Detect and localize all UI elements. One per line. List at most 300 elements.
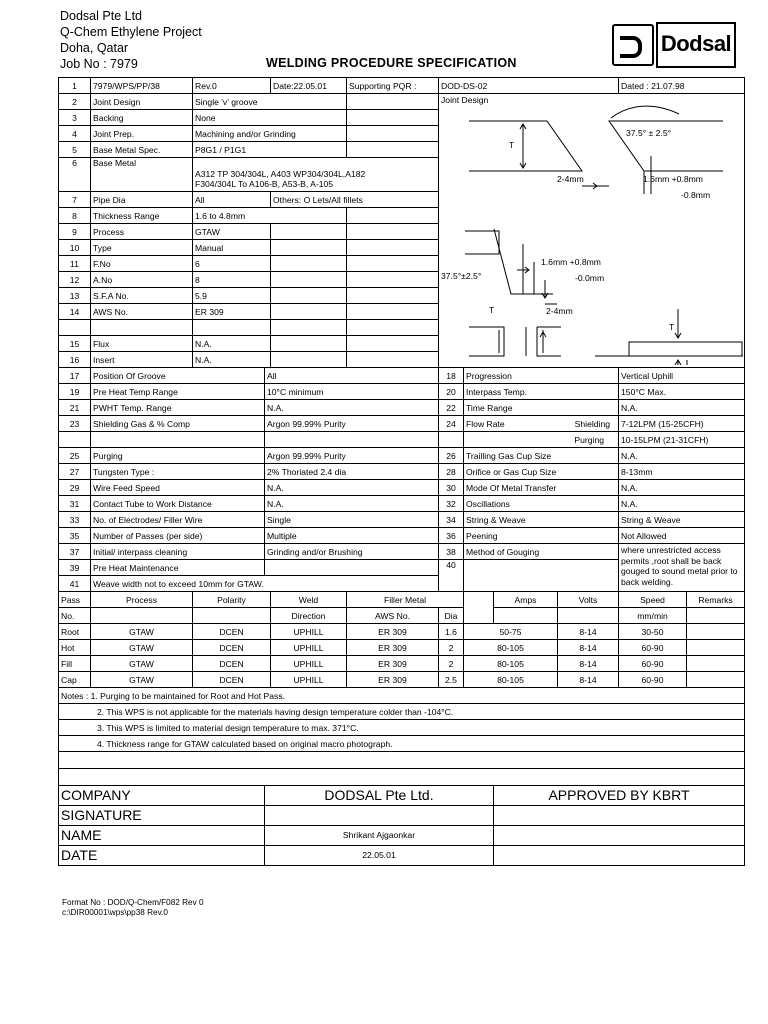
- item-value: [193, 158, 439, 192]
- param-label: Interpass Temp.: [464, 384, 619, 400]
- pqr-number: DOD-DS-02: [439, 78, 619, 94]
- param-value: [265, 560, 439, 576]
- joint-design-diagram: [439, 94, 745, 365]
- row-number: 3: [59, 110, 91, 126]
- row-number: 1: [59, 78, 91, 94]
- pass-name: Hot: [59, 640, 91, 656]
- pass-volts: 8-14: [558, 640, 619, 656]
- row-number: 19: [59, 384, 91, 400]
- pass-speed: 60-90: [619, 656, 687, 672]
- note-row: [59, 769, 745, 786]
- blank-row: [59, 769, 745, 786]
- item-extra: [271, 304, 347, 320]
- note-2: 2. This WPS is not applicable for the materials having design temperature colder than -104°C.: [59, 704, 745, 720]
- pass-process: GTAW: [91, 672, 193, 688]
- item-extra: [271, 288, 347, 304]
- angle-arc: [611, 106, 679, 118]
- item-label: Type: [91, 240, 193, 256]
- table-row: [59, 528, 745, 544]
- row-number: 30: [439, 480, 464, 496]
- gouging-line: gouged to sound metal prior to: [621, 566, 738, 576]
- note-4: 4. Thickness range for GTAW calculated based on original macro photograph.: [59, 736, 745, 752]
- param-value: Single: [265, 512, 439, 528]
- shielding-label: Shielding: [574, 418, 611, 429]
- header-weld: Weld: [271, 592, 347, 608]
- note-row: [59, 736, 745, 752]
- signoff-row: [59, 846, 745, 866]
- param-value: 7-12LPM (15-25CFH): [619, 416, 745, 432]
- row-number: 16: [59, 352, 91, 368]
- param-value: All: [265, 368, 439, 384]
- row-number: 4: [59, 126, 91, 142]
- angle-label-left: 37.5°±2.5°: [441, 271, 482, 281]
- param-label: Peening: [464, 528, 619, 544]
- item-value: N.A.: [193, 336, 271, 352]
- pass-polarity: DCEN: [193, 656, 271, 672]
- pass-dia: 1.6: [439, 624, 464, 640]
- company-name: Dodsal Pte Ltd: [60, 9, 142, 23]
- signoff-row: [59, 826, 745, 846]
- name-label: NAME: [59, 826, 265, 846]
- param-value: N.A.: [619, 400, 745, 416]
- item-value: 8: [193, 272, 271, 288]
- param-value: Multiple: [265, 528, 439, 544]
- item-extra: [347, 240, 439, 256]
- header-remarks: Remarks: [687, 592, 745, 608]
- item-label: Base Metal Spec.: [91, 142, 193, 158]
- row-number: 12: [59, 272, 91, 288]
- item-label: Base Metal: [91, 158, 193, 192]
- pass-polarity: DCEN: [193, 624, 271, 640]
- root-gap-label: 2-4mm: [557, 174, 584, 184]
- pass-amps: 50-75: [464, 624, 558, 640]
- row-number: 36: [439, 528, 464, 544]
- date-value: 22.05.01: [265, 846, 494, 866]
- root-gap-label-2: 2-4mm: [546, 306, 573, 316]
- param-value: Grinding and/or Brushing: [265, 544, 439, 560]
- header-filler: Filler Metal: [347, 592, 464, 608]
- item-value: Manual: [193, 240, 271, 256]
- item-extra: Others: O Lets/All fillets: [271, 192, 439, 208]
- param-label: [91, 432, 265, 448]
- item-extra: [347, 142, 439, 158]
- header-no: No.: [59, 608, 91, 624]
- param-label: Mode Of Metal Transfer: [464, 480, 619, 496]
- item-extra: [271, 224, 347, 240]
- weave-note: Weave width not to exceed 10mm for GTAW.: [91, 576, 439, 592]
- table-row: [59, 496, 745, 512]
- header-volts: Volts: [558, 592, 619, 608]
- dodsal-logo: [612, 22, 734, 66]
- item-extra: [347, 110, 439, 126]
- header-pass: Pass: [59, 592, 91, 608]
- pass-polarity: DCEN: [193, 672, 271, 688]
- item-extra: [347, 256, 439, 272]
- table-row: [59, 480, 745, 496]
- pass-process: GTAW: [91, 656, 193, 672]
- param-label: Pre Heat Temp Range: [91, 384, 265, 400]
- root-face-tolerance: -0.8mm: [681, 190, 711, 200]
- note-3: 3. This WPS is limited to material design temperature to max. 371°C.: [59, 720, 745, 736]
- row-number: 20: [439, 384, 464, 400]
- param-label: No. of Electrodes/ Filler Wire: [91, 512, 265, 528]
- item-value: [193, 320, 271, 336]
- item-extra: [271, 240, 347, 256]
- pass-header-row: [59, 608, 745, 624]
- revision: Rev.0: [193, 78, 271, 94]
- pass-direction: UPHILL: [271, 672, 347, 688]
- item-label: A.No: [91, 272, 193, 288]
- param-value: 150°C Max.: [619, 384, 745, 400]
- pass-row: [59, 672, 745, 688]
- pass-direction: UPHILL: [271, 624, 347, 640]
- row-number: 5: [59, 142, 91, 158]
- angle-label-top: 37.5° ± 2.5°: [626, 128, 672, 138]
- param-label: [464, 560, 619, 592]
- item-label: Process: [91, 224, 193, 240]
- header-block: [60, 8, 202, 72]
- pass-row: [59, 656, 745, 672]
- param-value: N.A.: [619, 480, 745, 496]
- row-number: 8: [59, 208, 91, 224]
- header-process: Process: [91, 592, 193, 608]
- item-value: 1.6 to 4.8mm: [193, 208, 347, 224]
- purging-label: Purging: [574, 434, 605, 445]
- row-number: 32: [439, 496, 464, 512]
- param-label: Tungsten Type :: [91, 464, 265, 480]
- job-number: Job No : 7979: [60, 57, 138, 71]
- param-label: Orifice or Gas Cup Size: [464, 464, 619, 480]
- blank-row: [59, 752, 745, 769]
- pass-aws: ER 309: [347, 624, 439, 640]
- row-number: 35: [59, 528, 91, 544]
- item-label: Flux: [91, 336, 193, 352]
- gouging-line: where unrestricted access: [621, 545, 721, 555]
- root-face-label: 1.6mm +0.8mm: [643, 174, 703, 184]
- base-metal-line-1: A312 TP 304/304L, A403 WP304/304L,A182: [195, 169, 366, 179]
- row-number: 22: [439, 400, 464, 416]
- pass-aws: ER 309: [347, 672, 439, 688]
- file-path: c:\DIR00001\wps\pp38 Rev.0: [62, 908, 168, 917]
- table-row: [59, 368, 745, 384]
- item-value: Machining and/or Grinding: [193, 126, 347, 142]
- pass-remarks: [687, 656, 745, 672]
- row-number: 24: [439, 416, 464, 432]
- pass-dia: 2.5: [439, 672, 464, 688]
- table-row: [59, 464, 745, 480]
- item-label: Backing: [91, 110, 193, 126]
- item-value: ER 309: [193, 304, 271, 320]
- pass-volts: 8-14: [558, 656, 619, 672]
- item-extra: [271, 336, 347, 352]
- note-row: [59, 720, 745, 736]
- row-number: 34: [439, 512, 464, 528]
- param-value: String & Weave: [619, 512, 745, 528]
- item-extra: [347, 288, 439, 304]
- item-value: GTAW: [193, 224, 271, 240]
- pass-speed: 60-90: [619, 640, 687, 656]
- pass-direction: UPHILL: [271, 640, 347, 656]
- row-number: 41: [59, 576, 91, 592]
- pass-process: GTAW: [91, 640, 193, 656]
- header-direction: Direction: [271, 608, 347, 624]
- note-row: [59, 704, 745, 720]
- table-row: [59, 400, 745, 416]
- wps-number: 7979/WPS/PP/38: [91, 78, 193, 94]
- pass-speed: 60-90: [619, 672, 687, 688]
- param-value: 2% Thoriated 2.4 dia: [265, 464, 439, 480]
- thickness-label-3: T: [669, 322, 675, 332]
- header-blank: [193, 608, 271, 624]
- param-value: Argon 99.99% Purity: [265, 448, 439, 464]
- base-metal-line-2: F304/304L To A106-B, A53-B, A-105: [195, 179, 334, 189]
- item-label: F.No: [91, 256, 193, 272]
- param-label: Shielding Gas & % Comp: [91, 416, 265, 432]
- param-label: Number of Passes (per side): [91, 528, 265, 544]
- param-label: Time Range: [464, 400, 619, 416]
- param-value: N.A.: [265, 400, 439, 416]
- thickness-label: T: [509, 140, 515, 150]
- param-value: N.A.: [619, 496, 745, 512]
- item-label: S.F.A No.: [91, 288, 193, 304]
- row-number: 21: [59, 400, 91, 416]
- param-value: N.A.: [265, 496, 439, 512]
- row-number: 18: [439, 368, 464, 384]
- item-value: 5.9: [193, 288, 271, 304]
- header-blank: [91, 608, 193, 624]
- item-extra: [271, 272, 347, 288]
- name-value: Shrikant Ajgaonkar: [265, 826, 494, 846]
- root-face-tolerance-2: -0.0mm: [575, 273, 605, 283]
- item-value: All: [193, 192, 271, 208]
- item-label: Pipe Dia: [91, 192, 193, 208]
- row-number: 27: [59, 464, 91, 480]
- param-value: Vertical Uphill: [619, 368, 745, 384]
- logo-mark-icon: [612, 24, 654, 66]
- param-label: Method of Gouging: [464, 544, 619, 560]
- format-number: Format No : DOD/Q-Chem/F082 Rev 0: [62, 898, 204, 907]
- param-label: Position Of Groove: [91, 368, 265, 384]
- gouging-method: [619, 544, 745, 592]
- pass-row: [59, 624, 745, 640]
- pass-volts: 8-14: [558, 672, 619, 688]
- param-label: [464, 432, 619, 448]
- item-extra: [347, 272, 439, 288]
- row-number: 23: [59, 416, 91, 432]
- row-number: 7: [59, 192, 91, 208]
- param-label: Wire Feed Speed: [91, 480, 265, 496]
- header-blank: [558, 608, 619, 624]
- item-extra: [347, 320, 439, 336]
- pass-name: Fill: [59, 656, 91, 672]
- name-approver: [494, 826, 745, 846]
- item-label: Joint Design: [91, 94, 193, 110]
- signoff-row: [59, 786, 745, 806]
- row-number: 13: [59, 288, 91, 304]
- wps-table: [58, 77, 745, 866]
- param-value: N.A.: [619, 448, 745, 464]
- header-amps: Amps: [494, 592, 558, 608]
- row-number: 9: [59, 224, 91, 240]
- item-value: N.A.: [193, 352, 271, 368]
- param-value: [265, 432, 439, 448]
- param-value: N.A.: [265, 480, 439, 496]
- signature-approver: [494, 806, 745, 826]
- pass-process: GTAW: [91, 624, 193, 640]
- item-extra: [347, 126, 439, 142]
- row-number: 31: [59, 496, 91, 512]
- item-label: Insert: [91, 352, 193, 368]
- joint-design-label: Joint Design: [441, 95, 489, 105]
- pass-aws: ER 309: [347, 640, 439, 656]
- table-row: [59, 432, 745, 448]
- footer: [62, 898, 204, 918]
- row-number: 29: [59, 480, 91, 496]
- wps-date: Date:22.05.01: [271, 78, 347, 94]
- param-value: 8-13mm: [619, 464, 745, 480]
- gouging-line: back welding.: [621, 576, 674, 587]
- logo-wordmark: Dodsal: [656, 22, 736, 68]
- item-label: Joint Prep.: [91, 126, 193, 142]
- item-label: Thickness Range: [91, 208, 193, 224]
- joint-design-cell: [439, 94, 745, 368]
- param-label: String & Weave: [464, 512, 619, 528]
- row-number: 40: [439, 560, 464, 592]
- item-value: Single 'v' groove: [193, 94, 347, 110]
- param-label: PWHT Temp. Range: [91, 400, 265, 416]
- pass-name: Cap: [59, 672, 91, 688]
- row-number: 14: [59, 304, 91, 320]
- table-row: [59, 544, 745, 560]
- header-blank: [687, 608, 745, 624]
- table-row: [59, 78, 745, 94]
- table-row: [59, 448, 745, 464]
- table-row: [59, 384, 745, 400]
- date-approver: [494, 846, 745, 866]
- pass-remarks: [687, 640, 745, 656]
- item-extra: [347, 352, 439, 368]
- param-label: Pre Heat Maintenance: [91, 560, 265, 576]
- document-title: WELDING PROCEDURE SPECIFICATION: [266, 56, 517, 70]
- item-extra: [347, 336, 439, 352]
- pass-amps: 80-105: [464, 640, 558, 656]
- param-label: Oscillations: [464, 496, 619, 512]
- item-value: 6: [193, 256, 271, 272]
- pass-volts: 8-14: [558, 624, 619, 640]
- row-number: 2: [59, 94, 91, 110]
- param-label: [464, 416, 619, 432]
- param-label: Initial/ interpass cleaning: [91, 544, 265, 560]
- pass-dia: 2: [439, 640, 464, 656]
- table-row: [59, 416, 745, 432]
- row-number: [59, 432, 91, 448]
- param-value: 10-15LPM (21-31CFH): [619, 432, 745, 448]
- row-number: 26: [439, 448, 464, 464]
- table-row: [59, 94, 745, 110]
- pass-amps: 80-105: [464, 656, 558, 672]
- pass-dia: 2: [439, 656, 464, 672]
- item-extra: [347, 208, 439, 224]
- gouging-line: permits ,root shall be back: [621, 555, 722, 566]
- header-amps-cell: [464, 592, 494, 624]
- row-number: 6: [59, 158, 91, 192]
- param-value: Argon 99.99% Purity: [265, 416, 439, 432]
- pass-speed: 30-50: [619, 624, 687, 640]
- date-label: DATE: [59, 846, 265, 866]
- row-number: [59, 320, 91, 336]
- param-label: Purging: [91, 448, 265, 464]
- row-number: 15: [59, 336, 91, 352]
- header-dia: Dia: [439, 608, 464, 624]
- company-label: COMPANY: [59, 786, 265, 806]
- pass-amps: 80-105: [464, 672, 558, 688]
- item-extra: [271, 352, 347, 368]
- item-label: AWS No.: [91, 304, 193, 320]
- item-label: [91, 320, 193, 336]
- project-name: Q-Chem Ethylene Project: [60, 25, 202, 39]
- header-speed: Speed: [619, 592, 687, 608]
- note-1: Notes : 1. Purging to be maintained for Root and Hot Pass.: [59, 688, 745, 704]
- item-extra: [347, 304, 439, 320]
- header-speed-unit: mm/min: [619, 608, 687, 624]
- item-value: None: [193, 110, 347, 126]
- header-blank: [494, 608, 558, 624]
- root-face-label-2: 1.6mm +0.8mm: [541, 257, 601, 267]
- item-extra: [347, 224, 439, 240]
- param-label: Trailling Gas Cup Size: [464, 448, 619, 464]
- flow-rate-label: Flow Rate: [466, 418, 505, 429]
- location: Doha, Qatar: [60, 41, 129, 55]
- header-aws: AWS No.: [347, 608, 439, 624]
- thickness-label-2: T: [489, 305, 495, 315]
- pass-name: Root: [59, 624, 91, 640]
- pass-aws: ER 309: [347, 656, 439, 672]
- row-number: 25: [59, 448, 91, 464]
- param-label: Progression: [464, 368, 619, 384]
- pass-row: [59, 640, 745, 656]
- signature-label: SIGNATURE: [59, 806, 265, 826]
- pass-remarks: [687, 624, 745, 640]
- header-polarity: Polarity: [193, 592, 271, 608]
- item-extra: [271, 320, 347, 336]
- item-value: P8G1 / P1G1: [193, 142, 347, 158]
- pass-header-row: [59, 592, 745, 608]
- row-number: 39: [59, 560, 91, 576]
- row-number: 33: [59, 512, 91, 528]
- param-label: Contact Tube to Work Distance: [91, 496, 265, 512]
- approved-by: APPROVED BY KBRT: [494, 786, 745, 806]
- row-number: 10: [59, 240, 91, 256]
- item-extra: [271, 256, 347, 272]
- row-number: [439, 432, 464, 448]
- signature-value: [265, 806, 494, 826]
- pass-polarity: DCEN: [193, 640, 271, 656]
- pass-direction: UPHILL: [271, 656, 347, 672]
- row-number: 28: [439, 464, 464, 480]
- row-number: 11: [59, 256, 91, 272]
- param-value: Not Allowed: [619, 528, 745, 544]
- table-row: [59, 512, 745, 528]
- note-row: [59, 752, 745, 769]
- item-extra: [347, 94, 439, 110]
- pqr-label: Supporting PQR :: [347, 78, 439, 94]
- row-number: 17: [59, 368, 91, 384]
- pqr-dated: Dated : 21.07.98: [619, 78, 745, 94]
- signoff-row: [59, 806, 745, 826]
- param-value: 10°C minimum: [265, 384, 439, 400]
- pass-remarks: [687, 672, 745, 688]
- row-number: 37: [59, 544, 91, 560]
